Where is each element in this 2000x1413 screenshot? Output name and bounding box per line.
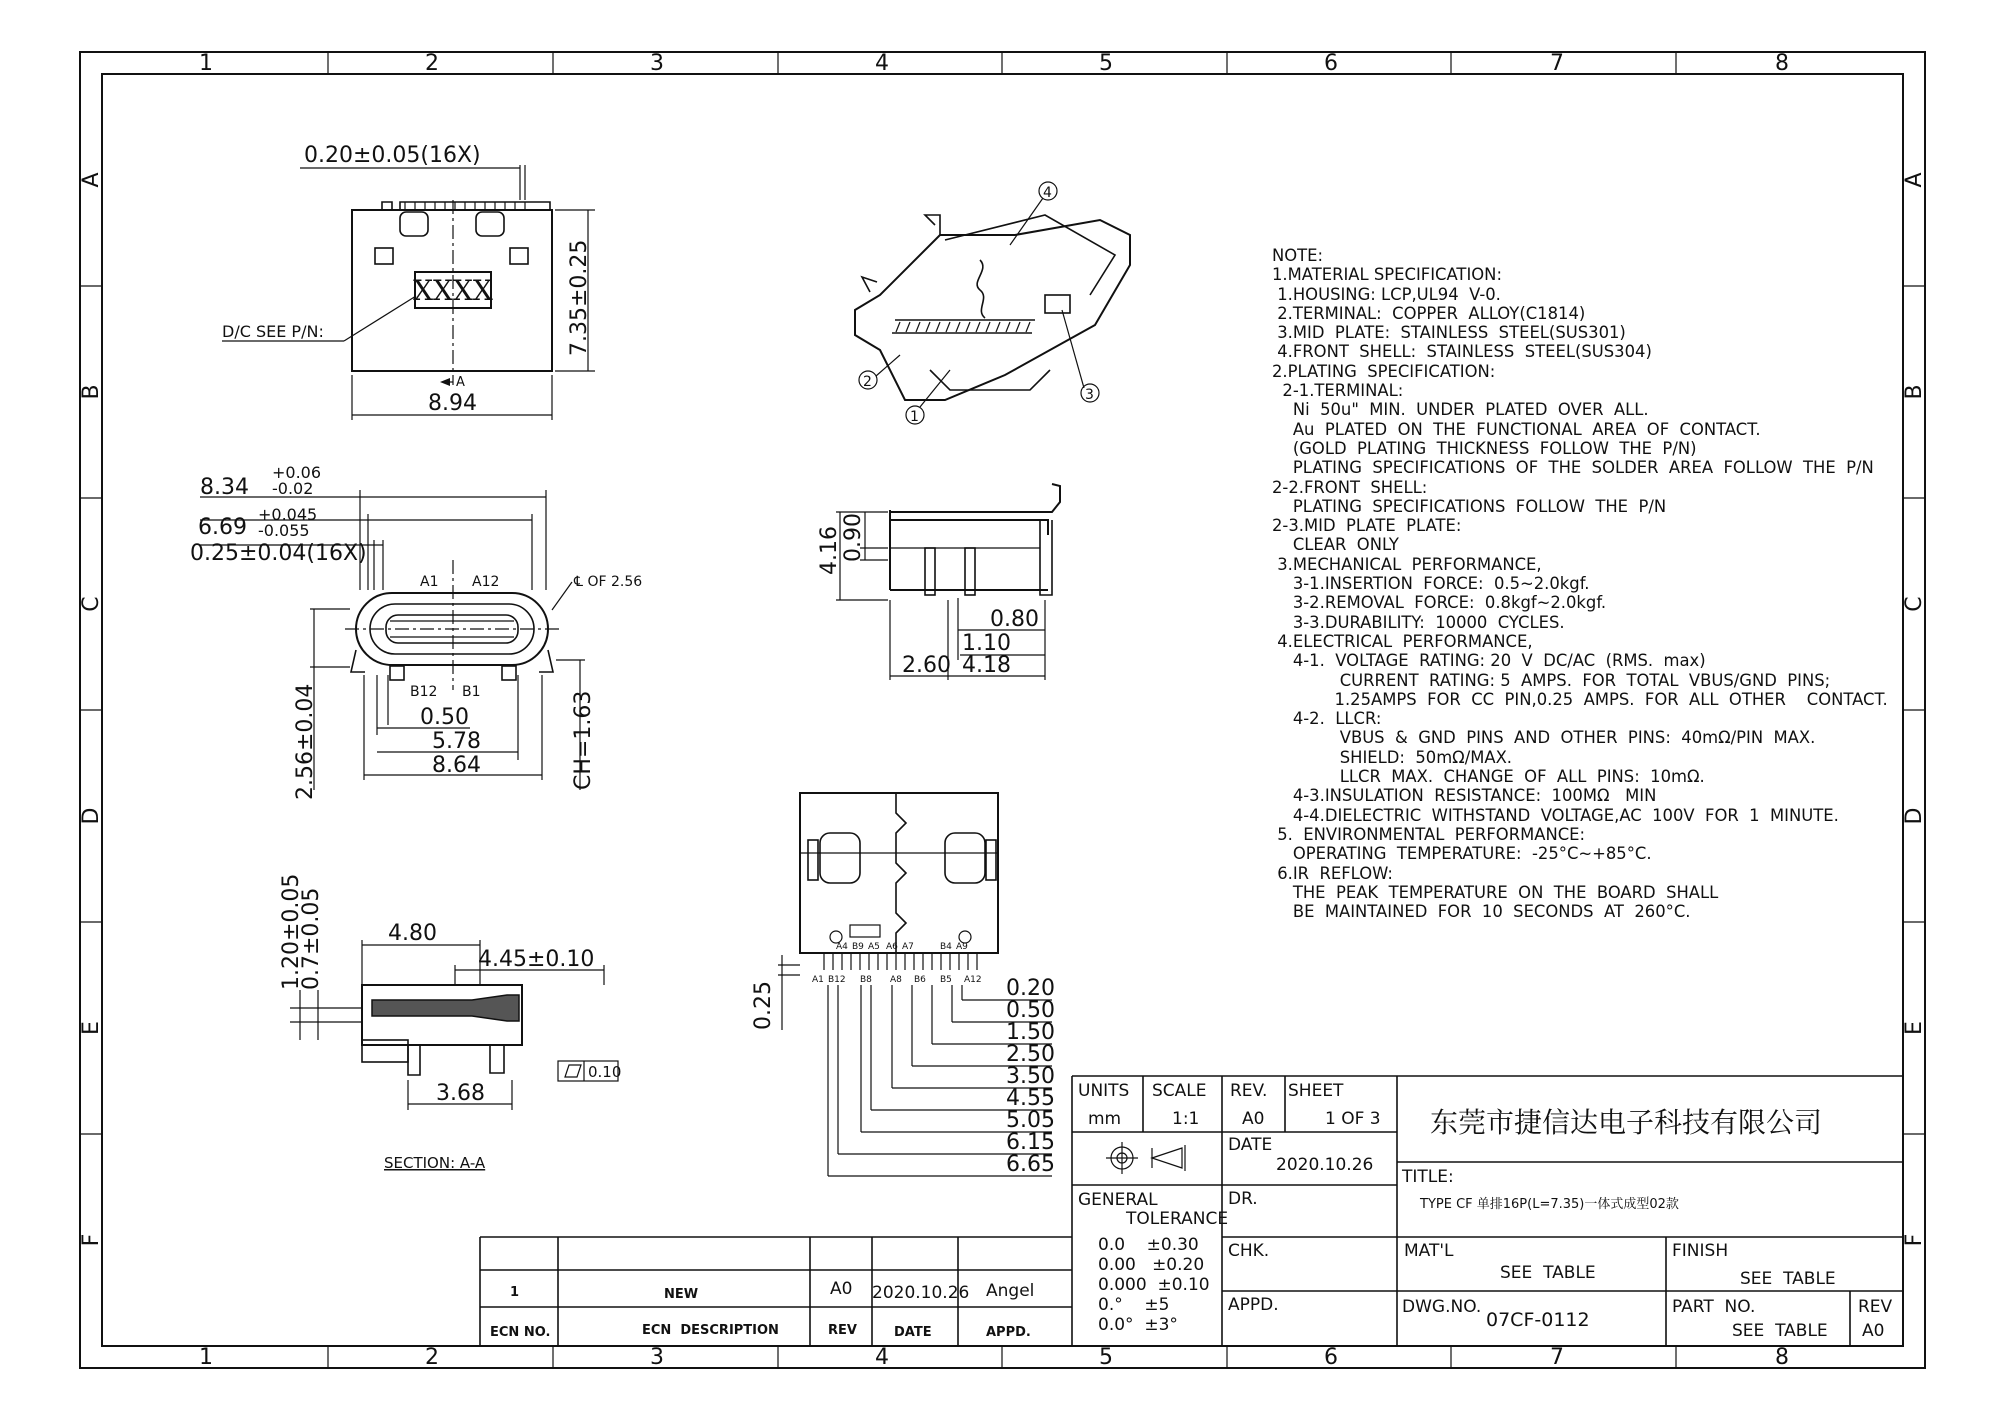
callout-3: 3: [1085, 387, 1094, 403]
fp-dim: 4.55: [1006, 1086, 1055, 1111]
grid-col-top: 1: [199, 51, 213, 76]
date-label: DATE: [1228, 1135, 1273, 1155]
sheet-label: SHEET: [1288, 1081, 1344, 1101]
pin-labels-bottom: [812, 975, 982, 985]
tol-label-2: TOLERANCE: [1126, 1209, 1229, 1229]
scale-value: 1:1: [1172, 1109, 1200, 1129]
fp-pin-label: B12: [828, 975, 846, 985]
rev-label: REV.: [1230, 1081, 1268, 1101]
dim-445: 4.45±0.10: [478, 947, 595, 972]
grid-col-bottom: 6: [1324, 1345, 1338, 1370]
rev2-value: A0: [1862, 1321, 1885, 1341]
note-line: Ni 50u" MIN. UNDER PLATED OVER ALL.: [1272, 400, 1649, 420]
note-line: 1.MATERIAL SPECIFICATION:: [1272, 265, 1502, 285]
grid-row-right: E: [1902, 1021, 1927, 1035]
fp-pin-label: A1: [812, 975, 824, 985]
ecn-h-no: ECN NO.: [490, 1325, 551, 1340]
flatness-value: 0.10: [588, 1063, 622, 1081]
note-line: 3-1.INSERTION FORCE: 0.5~2.0kgf.: [1272, 574, 1590, 594]
dim-050: 0.50: [420, 705, 469, 730]
footprint-view: [751, 793, 1055, 1177]
chk-label: CHK.: [1228, 1241, 1270, 1261]
note-line: PLATING SPECIFICATIONS OF THE SOLDER AREA FOLLOW THE P/N: [1272, 458, 1874, 478]
width-dim: 8.94: [428, 391, 477, 416]
grid-col-bottom: 1: [199, 1345, 213, 1370]
dim-864: 8.64: [432, 753, 481, 778]
pin-b12-label: B12: [410, 684, 438, 700]
partno-label: PART NO.: [1672, 1297, 1756, 1317]
section-mark: A: [456, 375, 465, 390]
title-value: TYPE CF 单排16P(L=7.35)一体式成型02款: [1420, 1197, 1679, 1212]
fp-pin-label: A5: [868, 942, 880, 952]
grid-row-right: F: [1902, 1233, 1927, 1247]
note-line: 4.ELECTRICAL PERFORMANCE,: [1272, 631, 1533, 651]
pitch-dim: 0.20±0.05(16X): [304, 143, 481, 168]
ecn-row-no: 1: [510, 1285, 520, 1300]
dim-368: 3.68: [436, 1081, 485, 1106]
note-line: 3-2.REMOVAL FORCE: 0.8kgf~2.0kgf.: [1272, 593, 1607, 613]
front-view: [190, 463, 642, 800]
callout-4: 4: [1043, 185, 1052, 201]
scale-label: SCALE: [1152, 1081, 1207, 1101]
grid-row-left: F: [79, 1233, 104, 1247]
grid-col-top: 5: [1099, 51, 1113, 76]
fp-dim: 0.20: [1006, 976, 1055, 1001]
pin-a12-label: A12: [472, 574, 500, 590]
note-line: 4-1. VOLTAGE RATING: 20 V DC/AC (RMS. max): [1272, 651, 1706, 671]
fp-pin-label: B9: [852, 942, 864, 952]
note-line: 3-3.DURABILITY: 10000 CYCLES.: [1272, 612, 1565, 632]
note-line: 3.MID PLATE: STAINLESS STEEL(SUS301): [1272, 323, 1626, 343]
dim-07: 0.7±0.05: [299, 887, 324, 990]
note-line: 6.IR REFLOW:: [1272, 863, 1393, 883]
fp-dim-025: 0.25: [751, 981, 776, 1030]
ecn-row-desc: NEW: [664, 1287, 699, 1302]
note-line: Au PLATED ON THE FUNCTIONAL AREA OF CONTACT.: [1272, 419, 1761, 439]
dim-578: 5.78: [432, 729, 481, 754]
note-line: 3.MECHANICAL PERFORMANCE,: [1272, 554, 1542, 574]
note-line: VBUS & GND PINS AND OTHER PINS: 40mΩ/PIN MAX.: [1272, 728, 1816, 748]
callout-2: 2: [863, 374, 872, 390]
dim-480: 4.80: [388, 921, 437, 946]
tol-row: 0.0 ±0.30: [1098, 1235, 1199, 1255]
grid-col-bottom: 8: [1775, 1345, 1789, 1370]
note-line: 4-3.INSULATION RESISTANCE: 100MΩ MIN: [1272, 786, 1657, 806]
fp-dim: 5.05: [1006, 1108, 1055, 1133]
grid-row-left: B: [79, 384, 104, 400]
grid-row-right: C: [1902, 596, 1927, 612]
fp-pin-label: A4: [836, 942, 848, 952]
dim-120: 1.20±0.05: [279, 873, 304, 990]
side-dim-260: 2.60: [902, 653, 951, 678]
matl-label: MAT'L: [1404, 1241, 1454, 1261]
finish-value: SEE TABLE: [1740, 1269, 1836, 1289]
dwg-value: 07CF-0112: [1486, 1309, 1590, 1331]
grid-row-right: D: [1902, 807, 1927, 825]
note-line: SHIELD: 50mΩ/MAX.: [1272, 747, 1513, 767]
dim-669-tol-dn: -0.055: [258, 521, 310, 540]
title-block: [1072, 1076, 1903, 1346]
note-line: THE PEAK TEMPERATURE ON THE BOARD SHALL: [1272, 882, 1719, 902]
ecn-h-date: DATE: [894, 1325, 932, 1340]
fp-dim: 1.50: [1006, 1020, 1055, 1045]
side-dim-418: 4.18: [962, 653, 1011, 678]
finish-label: FINISH: [1672, 1241, 1729, 1261]
fp-pin-label: A12: [964, 975, 982, 985]
grid-col-top: 6: [1324, 51, 1338, 76]
grid-row-left: C: [79, 596, 104, 612]
tol-row: 0.00 ±0.20: [1098, 1255, 1205, 1275]
side-dim-416: 4.16: [817, 526, 842, 575]
tol-row: 0.° ±5: [1098, 1295, 1170, 1315]
dim-256: 2.56±0.04: [293, 683, 318, 800]
ecn-table: [480, 1237, 1072, 1346]
fp-dim: 6.15: [1006, 1130, 1055, 1155]
note-line: 2-2.FRONT SHELL:: [1272, 477, 1428, 497]
grid-col-bottom: 4: [875, 1345, 889, 1370]
fp-dim: 6.65: [1006, 1152, 1055, 1177]
fp-pin-label: B6: [914, 975, 926, 985]
dc-label: D/C SEE P/N:: [222, 322, 324, 341]
title-label: TITLE:: [1402, 1167, 1454, 1187]
ecn-h-rev: REV: [828, 1323, 857, 1338]
note-line: 2.PLATING SPECIFICATION:: [1272, 361, 1496, 381]
grid-col-bottom: 5: [1099, 1345, 1113, 1370]
section-label: SECTION: A-A: [384, 1154, 486, 1172]
grid-row-left: A: [79, 172, 104, 188]
rev2-label: REV: [1858, 1297, 1893, 1317]
fp-pin-label: A7: [902, 942, 914, 952]
dr-label: DR.: [1228, 1189, 1258, 1209]
isometric-view: [855, 182, 1130, 425]
note-line: (GOLD PLATING THICKNESS FOLLOW THE P/N): [1272, 438, 1697, 458]
grid-row-right: B: [1902, 384, 1927, 400]
marking-text: XXXX: [413, 274, 493, 307]
pin-labels-top: [836, 942, 968, 952]
dim-834-tol-up: +0.06: [272, 463, 322, 482]
grid-col-top: 8: [1775, 51, 1789, 76]
side-dim-090: 0.90: [841, 513, 866, 562]
ecn-row-rev: A0: [830, 1279, 853, 1299]
dim-834-tol-dn: -0.02: [272, 479, 314, 498]
grid-row-left: D: [79, 807, 104, 825]
grid-col-bottom: 2: [425, 1345, 439, 1370]
note-line: 5. ENVIRONMENTAL PERFORMANCE:: [1272, 824, 1586, 844]
note-line: 2-3.MID PLATE PLATE:: [1272, 516, 1462, 536]
grid-col-bottom: 3: [650, 1345, 664, 1370]
note-line: OPERATING TEMPERATURE: -25°C~+85°C.: [1272, 844, 1652, 864]
tol-row: 0.000 ±0.10: [1098, 1275, 1210, 1295]
fp-pin-label: B8: [860, 975, 872, 985]
fp-dim: 0.50: [1006, 998, 1055, 1023]
units-label: UNITS: [1078, 1081, 1130, 1101]
date-value: 2020.10.26: [1276, 1155, 1374, 1175]
sheet-value: 1 OF 3: [1325, 1109, 1381, 1129]
notes-block: [1272, 246, 1922, 921]
dim-669: 6.69: [198, 515, 247, 540]
ecn-row-appd: Angel: [986, 1281, 1035, 1301]
company-name: 东莞市捷信达电子科技有限公司: [1430, 1106, 1823, 1139]
note-line: 4.FRONT SHELL: STAINLESS STEEL(SUS304): [1272, 342, 1652, 362]
callout-1: 1: [910, 409, 919, 425]
grid-row-left: E: [79, 1021, 104, 1035]
grid-col-top: 7: [1550, 51, 1564, 76]
pin-a1-label: A1: [420, 574, 439, 590]
fp-pin-label: B4: [940, 942, 952, 952]
note-line: BE MAINTAINED FOR 10 SECONDS AT 260°C.: [1272, 902, 1691, 922]
ecn-h-appd: APPD.: [986, 1325, 1031, 1340]
note-line: CLEAR ONLY: [1272, 535, 1399, 555]
centerline-label: ℄ OF 2.56: [574, 574, 643, 590]
section-view: [279, 874, 621, 1172]
grid-row-right: A: [1902, 172, 1927, 188]
fp-dim: 3.50: [1006, 1064, 1055, 1089]
side-dim-080: 0.80: [990, 607, 1039, 632]
fp-pin-label: A9: [956, 942, 968, 952]
note-line: PLATING SPECIFICATIONS FOLLOW THE P/N: [1272, 496, 1667, 516]
dim-ch: CH=1.63: [571, 690, 596, 790]
dim-669-tol-up: +0.045: [258, 505, 318, 524]
side-dim-110: 1.10: [962, 631, 1011, 656]
units-value: mm: [1088, 1109, 1122, 1129]
note-line: 4-4.DIELECTRIC WITHSTAND VOLTAGE,AC 100V FOR 1 MINUTE.: [1272, 805, 1839, 825]
fp-pin-label: A8: [890, 975, 902, 985]
note-line: 1.HOUSING: LCP,UL94 V-0.: [1272, 284, 1501, 304]
dim-834: 8.34: [200, 475, 249, 500]
note-line: CURRENT RATING: 5 AMPS. FOR TOTAL VBUS/GND PINS;: [1272, 670, 1831, 690]
note-line: NOTE:: [1272, 246, 1324, 265]
dwg-label: DWG.NO.: [1402, 1297, 1482, 1317]
rev-value: A0: [1242, 1109, 1265, 1129]
grid-col-top: 2: [425, 51, 439, 76]
grid-col-bottom: 7: [1550, 1345, 1564, 1370]
pin-b1-label: B1: [462, 684, 481, 700]
partno-value: SEE TABLE: [1732, 1321, 1828, 1341]
ecn-row-date: 2020.10.26: [872, 1283, 970, 1303]
tol-label-1: GENERAL: [1078, 1190, 1158, 1210]
height-dim: 7.35±0.25: [567, 239, 592, 356]
projection-symbol: [1106, 1142, 1185, 1174]
note-line: 4-2. LLCR:: [1272, 709, 1382, 729]
fp-dim: 2.50: [1006, 1042, 1055, 1067]
fp-pin-label: A6: [886, 942, 898, 952]
fp-dim-values: [1006, 976, 1055, 1177]
note-line: 2.TERMINAL: COPPER ALLOY(C1814): [1272, 303, 1586, 323]
grid-col-top: 3: [650, 51, 664, 76]
note-line: 2-1.TERMINAL:: [1272, 381, 1404, 401]
grid-col-top: 4: [875, 51, 889, 76]
ecn-h-desc: ECN DESCRIPTION: [642, 1323, 779, 1338]
side-view: [817, 484, 1060, 680]
matl-value: SEE TABLE: [1500, 1263, 1596, 1283]
appd-label: APPD.: [1228, 1295, 1279, 1315]
note-line: 1.25AMPS FOR CC PIN,0.25 AMPS. FOR ALL OTHER CONTACT.: [1272, 689, 1888, 709]
dim-pin-width: 0.25±0.04(16X): [190, 541, 367, 566]
tol-row: 0.0° ±3°: [1098, 1315, 1178, 1335]
note-line: LLCR MAX. CHANGE OF ALL PINS: 10mΩ.: [1272, 767, 1705, 787]
top-view: [222, 143, 595, 420]
fp-pin-label: B5: [940, 975, 952, 985]
